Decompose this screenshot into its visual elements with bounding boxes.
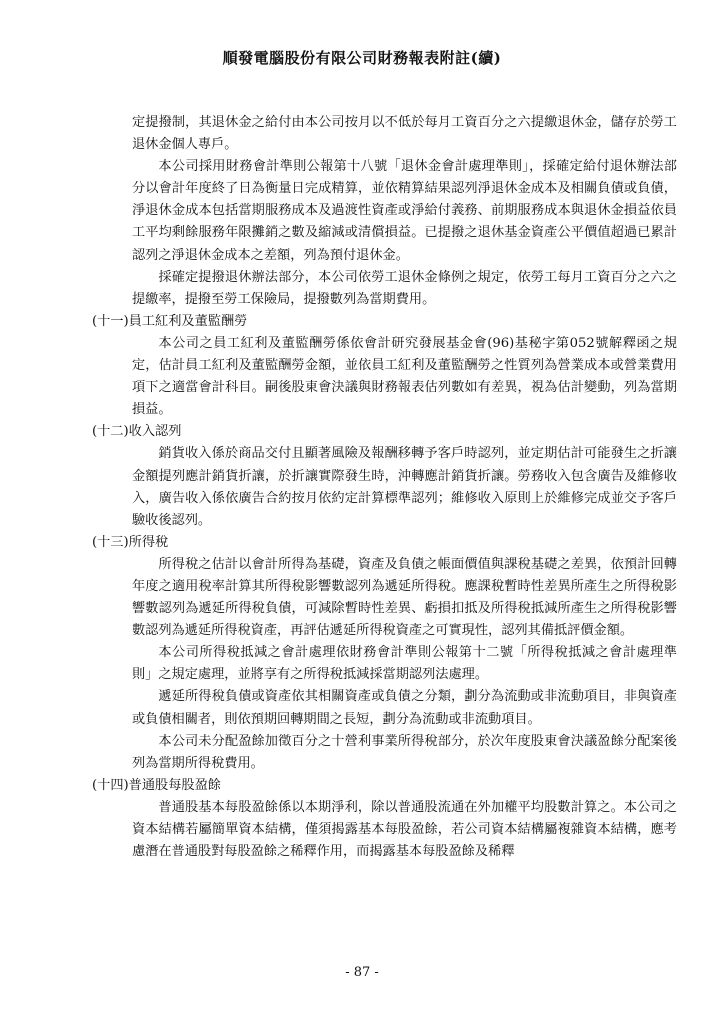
page-body xyxy=(92,112,677,863)
paragraph: 所得稅之估計以會計所得為基礎，資產及負債之帳面價值與課稅基礎之差異，依預計回轉年度之適用稅率計算其所得稅影響數認列為遞延所得稅。應課稅暫時性差異所產生之所得稅影響數認列為遞延所得稅負債，可減除暫時性差異、虧損扣抵及所得稅抵減所產生之所得稅影響數認列為遞延所得稅資產，再評估遞延所得稅資產之可實現性，認列其備抵評價金額。 xyxy=(132,556,677,639)
section-heading: (十二)收入認列 xyxy=(92,424,182,440)
paragraph: 本公司未分配盈餘加徵百分之十營利事業所得稅部分，於次年度股東會決議盈餘分配案後列為當期所得稅費用。 xyxy=(132,733,677,771)
paragraph: 本公司採用財務會計準則公報第十八號「退休金會計處理準則」，採確定給付退休辦法部分以會計年度終了日為衡量日完成精算，並依精算結果認列淨退休金成本及相關負債或負債，淨退休金成本包括當期服務成本及過渡性資產或淨給付義務、前期服務成本與退休金損益依員工平均剩餘服務年限攤銷之數及縮減或清償損益。已提撥之退休基金資產公平價值超過已累計認列之淨退休金成本之差額，列為預付退休金。 xyxy=(132,159,677,263)
paragraph: 定提撥制，其退休金之給付由本公司按月以不低於每月工資百分之六提繳退休金，儲存於勞工退休金個人專戶。 xyxy=(132,115,677,153)
page-number: - 87 - xyxy=(345,965,379,980)
page-header: 順發電腦股份有限公司財務報表附註(續) xyxy=(222,49,502,67)
paragraph: 本公司所得稅抵減之會計處理依財務會計準則公報第十二號「所得稅抵減之會計處理準則」之規定處理，並將享有之所得稅抵減採當期認列法處理。 xyxy=(132,645,677,683)
paragraph: 本公司之員工紅利及董監酬勞係依會計研究發展基金會(96)基秘字第052號解釋函之規定，估計員工紅利及董監酬勞金額，並依員工紅利及董監酬勞之性質列為營業成本或營業費用項下之適當會計科目。嗣後股東會決議與財務報表估列數如有差異，視為估計變動，列為當期損益。 xyxy=(132,335,677,418)
section-heading: (十一)員工紅利及董監酬勞 xyxy=(92,313,248,329)
section-heading: (十四)普通股每股盈餘 xyxy=(92,777,221,793)
paragraph: 普通股基本每股盈餘係以本期淨利，除以普通股流通在外加權平均股數計算之。本公司之資本結構若屬簡單資本結構，僅須揭露基本每股盈餘，若公司資本結構屬複雜資本結構，應考慮潛在普通股對每股盈餘之稀釋作用，而揭露基本每股盈餘及稀釋 xyxy=(132,799,677,860)
paragraph: 採確定提撥退休辦法部分，本公司依勞工退休金條例之規定，依勞工每月工資百分之六之提繳率，提撥至勞工保險局，提撥數列為當期費用。 xyxy=(132,269,677,307)
paragraph: 銷貨收入係於商品交付且顯著風險及報酬移轉予客戶時認列，並定期估計可能發生之折讓金額提列應計銷貨折讓，於折讓實際發生時，沖轉應計銷貨折讓。勞務收入包含廣告及維修收入，廣告收入係依廣告合約按月依約定計算標準認列；維修收入原則上於維修完成並交予客戶驗收後認列。 xyxy=(132,446,677,528)
paragraph: 遞延所得稅負債或資產依其相關資產或負債之分類，劃分為流動或非流動項目，非與資產或負債相關者，則依預期回轉期間之長短，劃分為流動或非流動項目。 xyxy=(132,689,677,727)
section-heading: (十三)所得稅 xyxy=(92,534,169,550)
